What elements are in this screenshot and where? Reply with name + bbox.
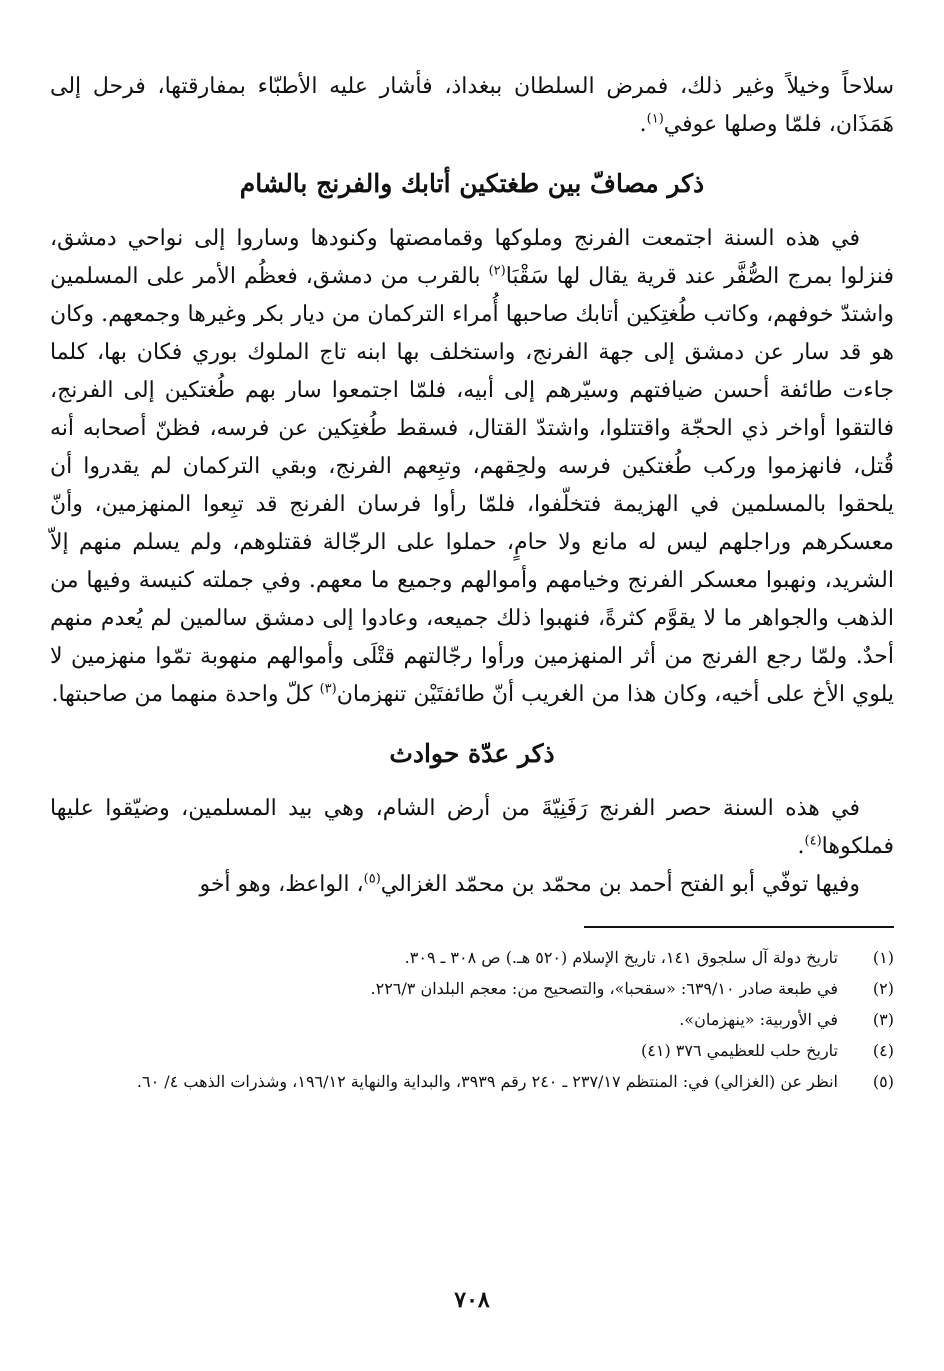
footnote-number: (٣) <box>872 1010 894 1029</box>
footnote-number: (٢) <box>872 979 894 998</box>
footnote-text: تاريخ دولة آل سلجوق ١٤١، تاريخ الإسلام (٥٢٠ هـ.) ص ٣٠٨ ـ ٣٠٩. <box>404 948 838 967</box>
events-paragraph-1 <box>50 790 894 866</box>
events-text-2: وفيها توفّي أبو الفتح أحمد بن محمّد بن محمّد الغزالي <box>380 872 860 897</box>
footnote <box>50 1035 894 1066</box>
footnote-text: انظر عن (الغزالي) في: المنتظم ٢٣٧/١٧ ـ ٢٤٠ رقم ٣٩٣٩، والبداية والنهاية ١٩٦/١٢، وشذرات الذهب ٤/ ٦٠. <box>136 1072 838 1091</box>
footnote <box>50 942 894 973</box>
footnote-number: (٥) <box>872 1072 894 1091</box>
intro-paragraph <box>50 68 894 144</box>
footnote-ref-3[interactable]: (٣) <box>319 681 337 697</box>
battle-text-part3: كلّ واحدة منهما من صاحبتها. <box>51 682 320 707</box>
footnotes <box>50 942 894 1097</box>
footnote-text: تاريخ حلب للعظيمي ٣٧٦ (٤١) <box>641 1041 838 1060</box>
intro-text: سلاحاً وخيلاً وغير ذلك، فمرض السلطان ببغداذ، فأشار عليه الأطبّاء بمفارقتها، فرحل إلى هَمَذَان، فلمّا وصلها عوفي <box>50 74 894 137</box>
footnote-ref-2[interactable]: (٢) <box>488 263 506 279</box>
footnote-text: في طبعة صادر ٦٣٩/١٠: «سقحبا»، والتصحيح من: معجم البلدان ٢٢٦/٣. <box>370 979 838 998</box>
events-text-1: في هذه السنة حصر الفرنج رَفَنِيّةَ من أرض الشام، وهي بيد المسلمين، وضيّقوا عليها فملكوها <box>50 796 894 859</box>
battle-text-part2: بالقرب من دمشق، فعظُم الأمر على المسلمين واشتدّ خوفهم، وكاتب طُغتِكين أتابك صاحبها أُمراء التركمان من ديار بكر وغيرها وجمعهم. وكان هو قد سار عن دمشق إلى جهة الفرنج، واستخلف بها ابنه تاج الملوك بوري فكان بها، كلما جاءت طائفة أحسن ضيافتهم وسيّرهم إلى أبيه، فلمّا اجتمعوا سار بهم طُغتكين إلى الفرنج، فالتقوا أواخر ذي الحجّة واقتتلوا، واشتدّ القتال، فسقط طُغتِكين عن فرسه، فظنّ أصحابه أنه قُتل، فانهزموا وركب طُغتكين فرسه ولحِقهم، وتبِعهم الفرنج، وبقي التركمان لم يقدروا أن يلحقوا بالمسلمين في الهزيمة فتخلّفوا، فلمّا رأوا فرسان الفرنج قد تبِعوا المنهزمين، وأنّ معسكرهم وراجلهم ليس له مانع ولا حامٍ، حملوا على الرجّالة فقتلوهم، ولم يسلم منهم إلاّ الشريد، ونهبوا معسكر الفرنج وخيامهم وأموالهم وجميع ما معهم. وفي جملته كنيسة وفيها من الذهب والجواهر ما لا يقوَّم كثرةً، فنهبوا ذلك جميعه، وعادوا إلى دمشق سالمين لم يُعدم منهم أحدٌ. ولمّا رجع الفرنج من أثر المنهزمين ورأوا رجّالتهم قتْلَى وأموالهم منهوبة تمّوا منهزمين لا يلوي الأخ على أخيه، وكان هذا من الغريب أنّ طائفتَيْن تنهزمان <box>50 264 894 707</box>
footnote-ref-4[interactable]: (٤) <box>804 833 822 849</box>
footnote-number: (١) <box>872 948 894 967</box>
events-end-2: ، الواعظ، وهو أخو <box>199 872 364 897</box>
section-heading-events: ذكر عدّة حوادث <box>389 739 555 768</box>
footnote <box>50 973 894 1004</box>
events-end-1: . <box>797 834 805 859</box>
footnote <box>50 1066 894 1097</box>
section-heading-battle: ذكر مصافّ بين طغتكين أتابك والفرنج بالشام <box>239 169 705 198</box>
battle-text-part1: في هذه السنة اجتمعت الفرنج وملوكها وقمامصتها وكنودها وساروا إلى نواحي دمشق، فنزلوا بمرج الصُّفَّر عند قرية يقال لها سَقْبَا <box>50 226 894 289</box>
events-paragraph-2 <box>50 866 894 904</box>
battle-paragraph <box>50 220 894 714</box>
page-number: ٧٠٨ <box>454 1287 490 1313</box>
footnote-separator <box>584 926 894 928</box>
footnote-ref-5[interactable]: (٥) <box>363 871 381 887</box>
footnote-ref-1[interactable]: (١) <box>646 111 664 127</box>
footnote-number: (٤) <box>872 1041 894 1060</box>
intro-end: . <box>639 112 647 137</box>
footnote-text: في الأوربية: «ينهزمان». <box>679 1010 838 1029</box>
footnote <box>50 1004 894 1035</box>
